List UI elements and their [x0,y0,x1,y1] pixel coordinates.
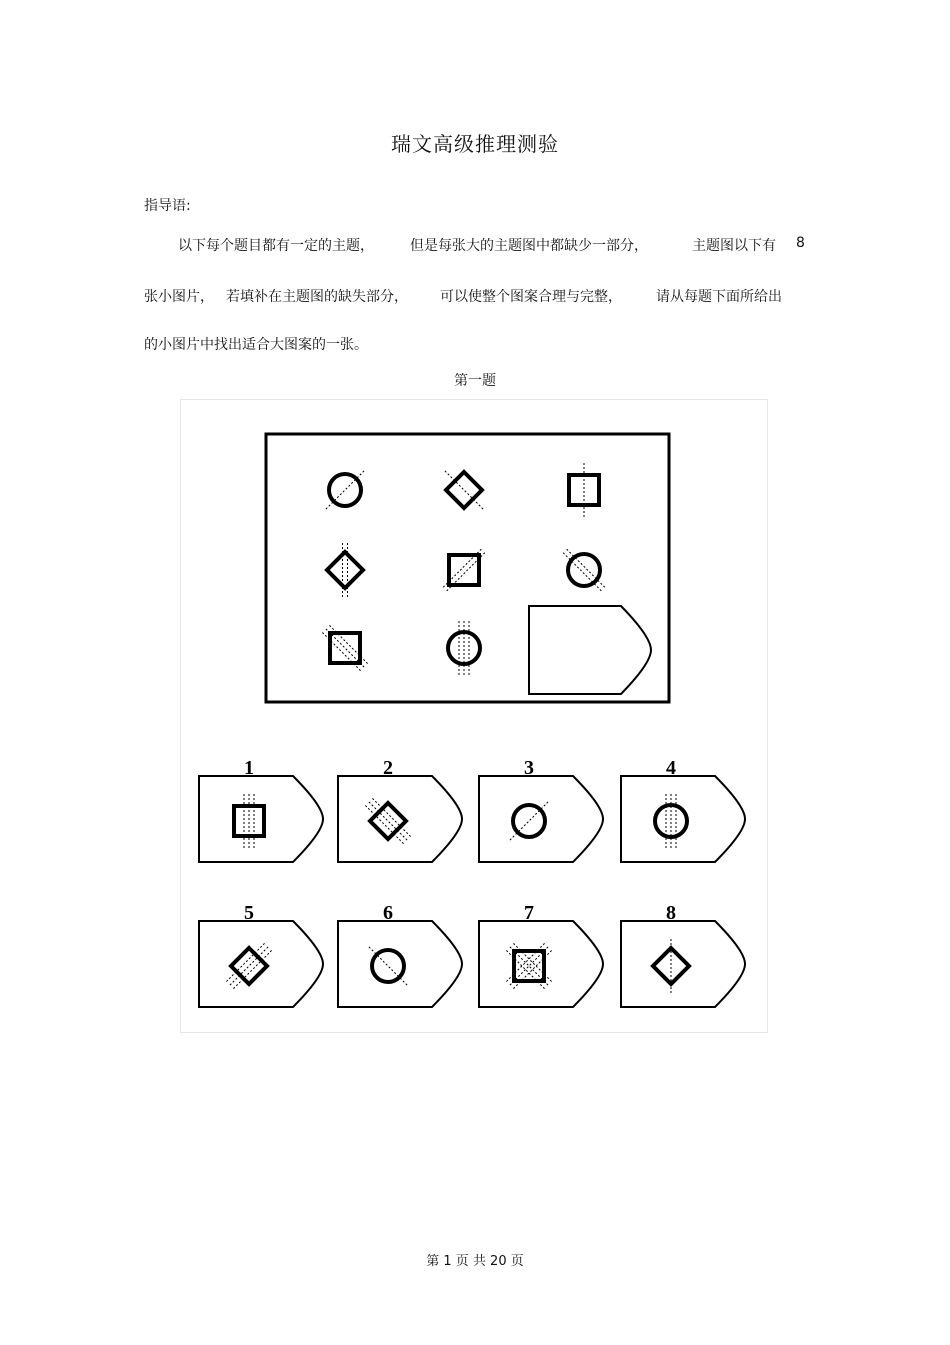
instruction-label: 指导语: [144,198,191,214]
matrix-cell [569,463,599,517]
dashed-line [369,947,407,985]
option-figure-4 [655,794,687,848]
option-number-5: 5 [244,902,254,924]
matrix-cell [443,549,485,591]
option-card-5 [199,921,323,1007]
dashed-line [510,802,548,840]
text-segment: 8 [796,235,805,251]
dashed-line [369,802,407,840]
matrix-figure [180,399,768,1033]
option-number-7: 7 [524,902,534,924]
option-figure-8 [653,939,689,993]
missing-piece-blank [529,606,651,694]
page-footer: 第 1 页 共 20 页 [426,1254,524,1269]
circle-shape [372,950,404,982]
option-figure-6 [369,947,407,985]
option-card-6 [338,921,462,1007]
option-figure-1 [234,794,264,848]
option-card-8 [621,921,745,1007]
option-number-3: 3 [524,757,534,779]
matrix-cell [322,625,367,670]
option-figure-3 [510,802,548,840]
circle-shape [655,805,687,837]
question-title: 第一题 [454,373,496,389]
option-number-6: 6 [383,902,393,924]
option-number-1: 1 [244,757,254,779]
option-number-4: 4 [666,757,676,779]
matrix-cell [563,549,605,591]
diamond-shape [653,948,689,984]
document-title: 瑞文高级推理测验 [391,132,559,156]
option-number-8: 8 [666,902,676,924]
matrix-cell [327,543,363,597]
option-card-3 [479,776,603,862]
circle-shape [568,554,600,586]
text-segment: 的小图片中找出适合大图案的一张。 [144,337,368,353]
option-figure-5 [226,943,271,988]
option-figure-7 [506,943,551,988]
square-shape [449,555,479,585]
dashed-line [445,471,483,509]
matrix-cell [448,621,480,675]
option-card-7 [479,921,603,1007]
matrix-cell [445,471,483,509]
option-card-1 [199,776,323,862]
text-segment: 请从每题下面所给出 [656,289,782,305]
option-card-4 [621,776,745,862]
text-segment: 可以使整个图案合理与完整， [440,289,622,305]
text-segment: 张小图片， [144,289,214,305]
text-segment: 以下每个题目都有一定的主题， [178,238,374,254]
diamond-shape [327,552,363,588]
option-number-2: 2 [383,757,393,779]
circle-shape [329,474,361,506]
matrix-cell [326,471,364,509]
circle-shape [448,632,480,664]
dashed-line [230,947,268,985]
text-segment: 若填补在主题图的缺失部分， [226,289,408,305]
circle-shape [513,805,545,837]
option-figure-2 [365,798,410,843]
text-segment: 但是每张大的主题图中都缺少一部分， [410,238,648,254]
option-card-2 [338,776,462,862]
text-segment: 主题图以下有 [692,238,776,254]
matrix-figure-svg [181,400,767,1032]
dashed-line [326,471,364,509]
